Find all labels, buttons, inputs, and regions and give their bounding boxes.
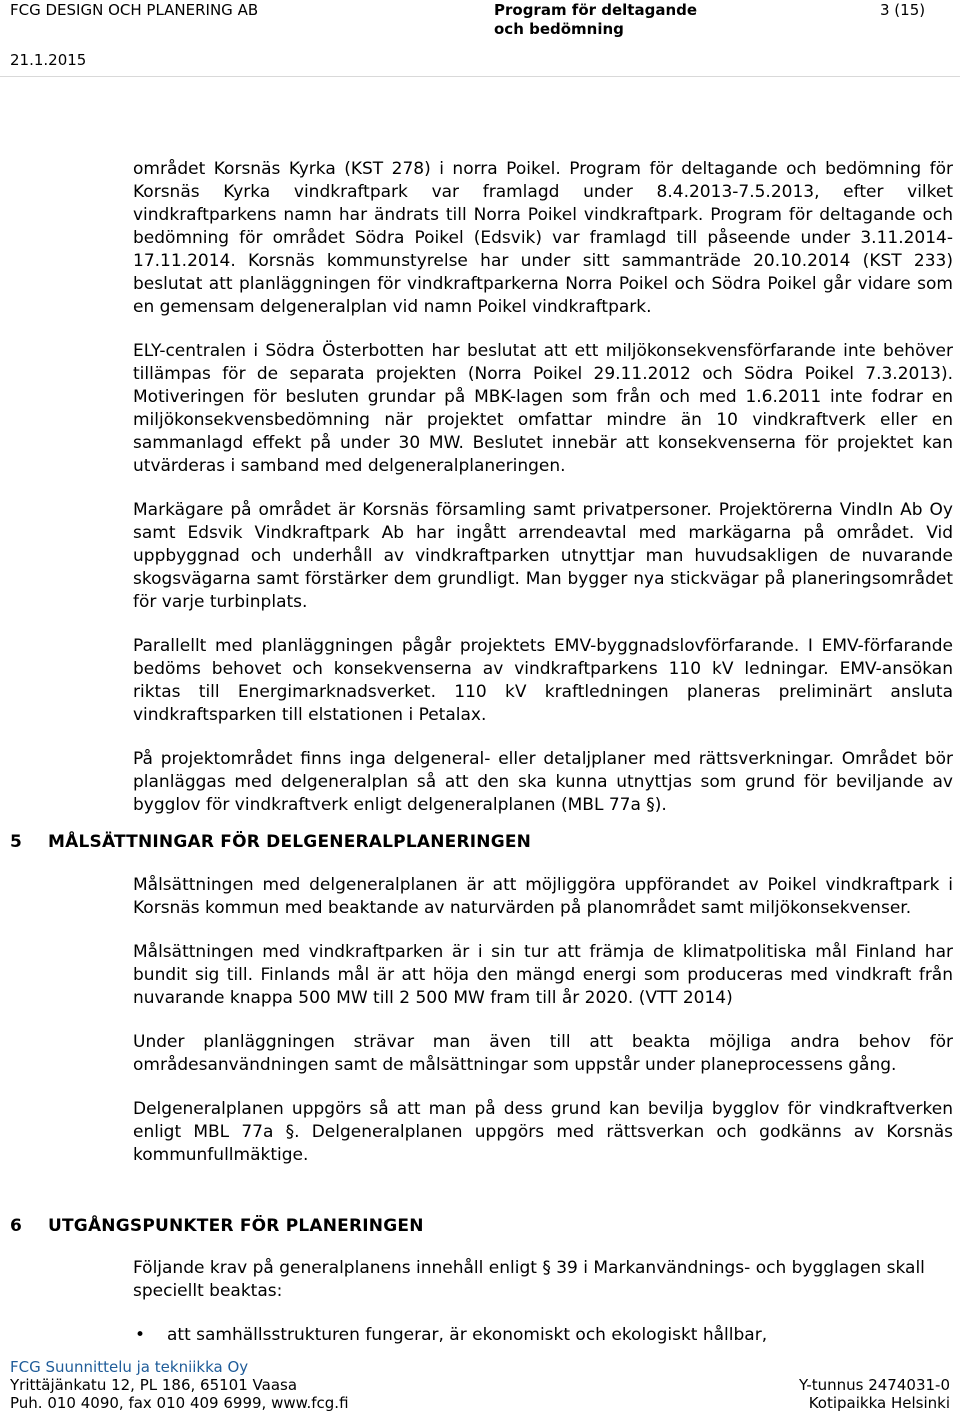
header-divider: [0, 76, 960, 77]
footer-registration: [799, 1376, 950, 1412]
paragraph-emv-procedure: Parallellt med planläggningen pågår projektets EMV-byggnadslovförfarande. I EMV-förfarande bedöms behovet och konsekvenserna av vindkraftparkens 110 kV ledningar. EMV-ansökan riktas till Energimarknadsverket. 110 kV kraftledningen planeras preliminärt ansluta vindkraftsparken till elstationen i Petalax.: [133, 636, 953, 725]
section-6-number: 6: [10, 1216, 23, 1236]
document-title-line2: och bedömning: [494, 20, 624, 38]
list-item-text: att samhällsstrukturen fungerar, är ekonomiskt och ekologiskt hållbar,: [167, 1325, 768, 1345]
document-date: 21.1.2015: [10, 51, 87, 69]
section-5-heading: [10, 832, 531, 852]
section-5-paragraph: Delgeneralplanen uppgörs så att man på dess grund kan bevilja bygglov för vindkraftverken enligt MBL 77a §. Delgeneralplanen uppgörs med rättsverkan och godkänns av Korsnäs kommunfullmäktige.: [133, 1099, 953, 1165]
paragraph-landowners: Markägare på området är Korsnäs församling samt privatpersoner. Projektörerna VindIn Ab Oy samt Edsvik Vindkraftpark Ab har ingått arrendeavtal med markägarna på området. Vid uppbyggnad och underhåll av vindkraftparken utnyttjar man huvudsakligen de nuvarande skogsvägarna samt förstärker dem grundligt. Man bygger nya stickvägar på planeringsområdet för varje turbinplats.: [133, 500, 953, 612]
footer-company: FCG Suunnittelu ja tekniikka Oy: [10, 1358, 249, 1376]
document-title: [494, 1, 697, 39]
paragraph-ely-decision: ELY-centralen i Södra Österbotten har beslutat att ett miljökonsekvensförfarande inte behöver tillämpas för de separata projekten (Norra Poikel 29.11.2012 och Södra Poikel 7.3.2013). Motiveringen för besluten grundar på MBK-lagen som från och med 1.6.2011 inte fodrar en miljökonsekvensbedömning när projektet omfattar mindre än 10 vindkraftverk eller en sammanlagd effekt på under 30 MW. Beslutet innebär att konsekvenserna för projektet kan utvärderas i samband med delgeneralplaneringen.: [133, 341, 953, 476]
footer-domicile: Kotipaikka Helsinki: [808, 1394, 950, 1412]
page-header: [0, 0, 960, 74]
requirements-list: [133, 1324, 953, 1347]
section-6-intro: Följande krav på generalplanens innehåll enligt § 39 i Markanvändnings- och bygglagen skall speciellt beaktas:: [133, 1258, 925, 1301]
section-6-title: UTGÅNGSPUNKTER FÖR PLANERINGEN: [48, 1216, 424, 1236]
section-5-paragraph: Målsättningen med vindkraftparken är i sin tur att främja de klimatpolitiska mål Finland har bundit sig till. Finlands mål är att höja den mängd energi som produceras med vindkraft från nuvarande knappa 500 MW till 2 500 MW fram till år 2020. (VTT 2014): [133, 942, 953, 1008]
page-number: 3 (15): [880, 1, 926, 19]
section-6-content: [133, 1257, 953, 1347]
section-5-number: 5: [10, 832, 23, 852]
section-6-heading: [10, 1216, 424, 1236]
document-title-line1: Program för deltagande: [494, 1, 698, 19]
footer-contact: Puh. 010 4090, fax 010 409 6999, www.fcg.fi: [10, 1394, 349, 1412]
bullet-icon: •: [135, 1325, 146, 1345]
list-item: [133, 1324, 953, 1347]
footer-business-id: Y-tunnus 2474031-0: [798, 1376, 950, 1394]
section-5-paragraph: Målsättningen med delgeneralplanen är att möjliggöra uppförandet av Poikel vindkraftpark i Korsnäs kommun med beaktande av naturvärden på planområdet samt miljökonsekvenser.: [133, 875, 953, 918]
section-5-title: MÅLSÄTTNINGAR FÖR DELGENERALPLANERINGEN: [48, 832, 532, 852]
section-5-paragraph: Under planläggningen strävar man även till att beakta möjliga andra behov för områdesanvändningen samt de målsättningar som uppstår under planeprocessens gång.: [133, 1032, 953, 1075]
paragraph-planning-history: området Korsnäs Kyrka (KST 278) i norra Poikel. Program för deltagande och bedömning för Korsnäs Kyrka vindkraftpark var framlagd under 8.4.2013-7.5.2013, efter vilket vindkraftparkens namn har ändrats till Norra Poikel vindkraftpark. Program för deltagande och bedömning för området Södra Poikel (Edsvik) var framlagd till påseende under 3.11.2014-17.11.2014. Korsnäs kommunstyrelse har under sitt sammanträde 20.10.2014 (KST 233) beslutat att planläggningen för vindkraftparkerna Norra Poikel och Södra Poikel går vidare som en gemensam delgeneralplan vid namn Poikel vindkraftpark.: [133, 159, 953, 317]
footer-address: Yrittäjänkatu 12, PL 186, 65101 Vaasa: [10, 1376, 298, 1394]
company-name: FCG DESIGN OCH PLANERING AB: [10, 1, 259, 19]
paragraph-existing-plans: På projektområdet finns inga delgeneral- eller detaljplaner med rättsverkningar. Området bör planläggas med delgeneralplan så att den ska kunna utnyttjas som grund för beviljande av bygglov för vindkraftverk enligt delgeneralplanen (MBL 77a §).: [133, 749, 953, 815]
page-footer: [10, 1358, 950, 1412]
body-content-a: [133, 158, 953, 838]
section-5-content: [133, 874, 953, 1188]
